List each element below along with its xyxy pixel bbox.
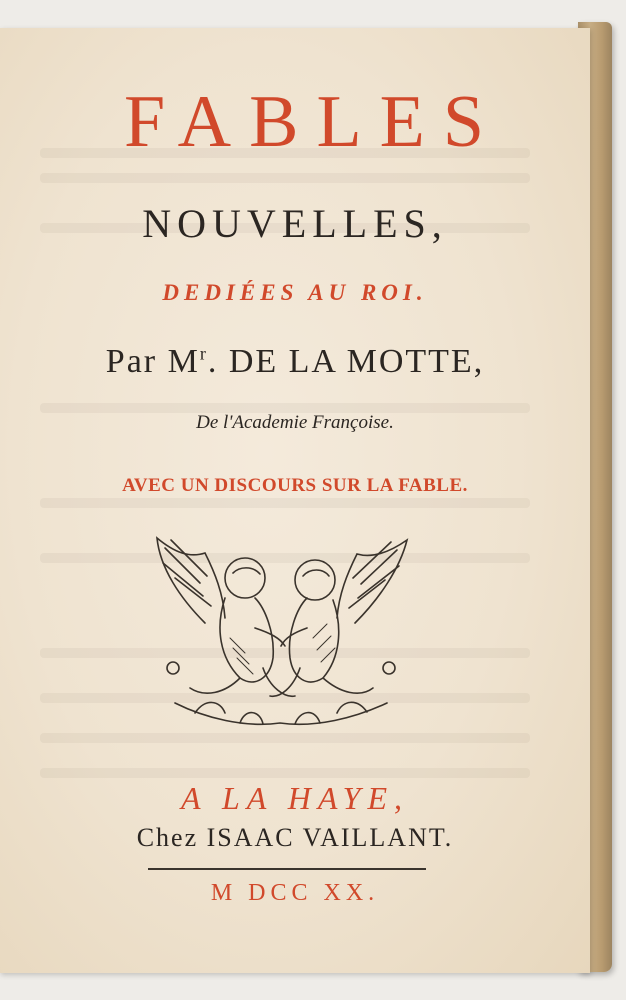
show-through-line <box>40 768 530 778</box>
author-prefix: Par M <box>105 343 200 380</box>
cherubs-woodcut-vignette <box>145 528 415 738</box>
author-line <box>0 343 590 381</box>
imprint-date: M DCC XX. <box>210 880 380 906</box>
book-title: FABLES <box>123 81 503 163</box>
dedication: DEDIÉES AU ROI. <box>162 280 428 305</box>
author-name: . DE LA MOTTE, <box>207 343 485 380</box>
author-superscript: r <box>199 343 208 364</box>
imprint-place: A LA HAYE, <box>181 780 409 816</box>
imprint-publisher: Chez ISAAC VAILLANT. <box>136 823 454 852</box>
title-page <box>0 28 590 973</box>
book-subtitle: NOUVELLES, <box>142 201 448 246</box>
academy-line: De l'Academie Françoise. <box>196 412 394 433</box>
imprint-rule <box>148 868 426 870</box>
show-through-line <box>40 498 530 508</box>
show-through-line <box>40 173 530 183</box>
discourse-line: AVEC UN DISCOURS SUR LA FABLE. <box>122 475 468 496</box>
